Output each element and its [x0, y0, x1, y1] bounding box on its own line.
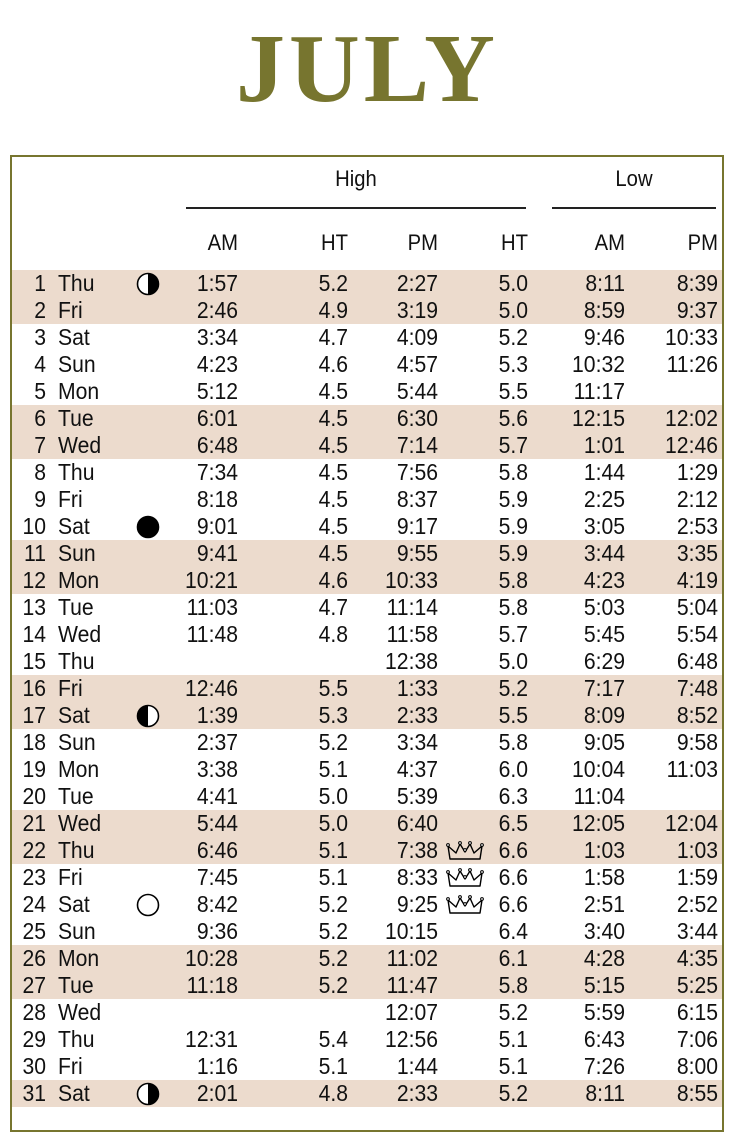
low-pm-time-cell: 4:19: [676, 567, 718, 593]
table-row: [12, 891, 722, 918]
high-am-height-cell: 5.4: [318, 1026, 348, 1052]
low-am-time-cell: 7:26: [583, 1053, 625, 1079]
table-row: [12, 486, 722, 513]
high-am-time-cell: 4:41: [196, 783, 238, 809]
high-am-time-cell: 11:03: [186, 594, 238, 620]
high-am-height-cell: 4.7: [318, 324, 348, 350]
high-pm-time-cell: 2:27: [396, 270, 438, 296]
high-pm-height-cell: 5.9: [498, 513, 528, 539]
high-am-height-cell: 4.5: [318, 513, 348, 539]
high-pm-time-cell: 1:33: [396, 675, 438, 701]
king-tide-crown-icon: [445, 840, 485, 862]
high-am-height-cell: 4.6: [318, 567, 348, 593]
day-cell: 25: [22, 918, 46, 944]
low-am-time-cell: 6:29: [583, 648, 625, 674]
high-am-height-cell: 4.5: [318, 459, 348, 485]
col-header-low-am: AM: [594, 230, 625, 255]
high-am-time-cell: 8:42: [196, 891, 238, 917]
high-pm-height-cell: 6.6: [498, 891, 528, 917]
high-pm-height-cell: 6.5: [498, 810, 528, 836]
weekday-cell: Sat: [58, 324, 90, 350]
low-am-time-cell: 3:05: [583, 513, 625, 539]
col-header-high-pm: PM: [407, 230, 438, 255]
day-cell: 3: [34, 324, 46, 350]
low-am-time-cell: 3:40: [583, 918, 625, 944]
table-row: [12, 432, 722, 459]
low-pm-time-cell: [646, 783, 718, 810]
low-pm-time-cell: 8:00: [676, 1053, 718, 1079]
table-row: [12, 972, 722, 999]
high-pm-time-cell: 11:14: [386, 594, 438, 620]
high-am-height-cell: 5.1: [318, 1053, 348, 1079]
weekday-cell: Mon: [58, 567, 100, 593]
low-pm-time-cell: 3:44: [676, 918, 718, 944]
table-row: [12, 918, 722, 945]
low-pm-time-cell: 9:37: [676, 297, 718, 323]
table-row: [12, 567, 722, 594]
day-cell: 1: [34, 270, 46, 296]
high-pm-height-cell: 6.0: [498, 756, 528, 782]
weekday-cell: Wed: [58, 432, 102, 458]
weekday-cell: Sun: [58, 729, 96, 755]
high-pm-height-cell: 5.0: [498, 297, 528, 323]
low-pm-time-cell: 2:12: [676, 486, 718, 512]
high-am-height-cell: 4.5: [318, 378, 348, 404]
table-row: [12, 540, 722, 567]
table-row: [12, 702, 722, 729]
high-am-time-cell: 9:41: [196, 540, 238, 566]
high-pm-time-cell: 12:56: [385, 1026, 438, 1052]
high-pm-height-cell: 5.2: [498, 999, 528, 1025]
weekday-cell: Sat: [58, 702, 90, 728]
low-am-time-cell: 11:04: [573, 783, 625, 809]
high-pm-height-cell: 6.6: [498, 864, 528, 890]
day-cell: 10: [22, 513, 46, 539]
low-am-time-cell: 10:32: [572, 351, 625, 377]
high-am-time-cell: 1:57: [196, 270, 238, 296]
day-cell: 27: [22, 972, 46, 998]
high-pm-time-cell: 7:38: [396, 837, 438, 863]
high-pm-height-cell: 6.6: [498, 837, 528, 863]
low-pm-time-cell: 1:03: [676, 837, 718, 863]
moon-new-icon: [136, 515, 160, 539]
high-am-time-cell: 2:46: [196, 297, 238, 323]
high-pm-height-cell: 5.5: [498, 378, 528, 404]
king-tide-crown-icon: [445, 894, 485, 916]
high-am-height-cell: 5.1: [318, 756, 348, 782]
high-am-height-cell: 5.2: [318, 891, 348, 917]
weekday-cell: Mon: [58, 378, 100, 404]
high-pm-height-cell: 5.8: [498, 972, 528, 998]
low-pm-time-cell: 8:55: [676, 1080, 718, 1106]
high-am-height-cell: 4.8: [318, 621, 348, 647]
weekday-cell: Fri: [58, 1053, 83, 1079]
low-am-time-cell: 10:04: [572, 756, 625, 782]
high-am-time-cell: 1:16: [196, 1053, 238, 1079]
high-am-time-cell: 3:34: [196, 324, 238, 350]
table-row: [12, 648, 722, 675]
low-am-time-cell: 3:44: [583, 540, 625, 566]
weekday-cell: Wed: [58, 810, 102, 836]
king-tide-crown-icon: [445, 867, 485, 889]
weekday-cell: Sun: [58, 918, 96, 944]
high-pm-height-cell: 5.8: [498, 729, 528, 755]
weekday-cell: Fri: [58, 864, 83, 890]
low-pm-time-cell: 12:46: [665, 432, 718, 458]
day-cell: 6: [34, 405, 46, 431]
high-pm-height-cell: 5.7: [498, 621, 528, 647]
high-pm-height-cell: 5.5: [498, 702, 528, 728]
weekday-cell: Thu: [58, 837, 95, 863]
weekday-cell: Tue: [58, 783, 94, 809]
low-am-time-cell: 1:01: [583, 432, 625, 458]
high-am-time-cell: 6:48: [196, 432, 238, 458]
low-am-time-cell: 11:17: [573, 378, 625, 404]
high-am-height-cell: 5.5: [318, 675, 348, 701]
day-cell: 13: [22, 594, 46, 620]
high-pm-height-cell: 5.8: [498, 594, 528, 620]
high-pm-time-cell: 5:44: [396, 378, 438, 404]
low-am-time-cell: 4:28: [583, 945, 625, 971]
low-group-header: Low: [615, 166, 653, 191]
low-am-time-cell: 1:44: [583, 459, 625, 485]
high-pm-height-cell: 5.3: [498, 351, 528, 377]
high-pm-height-cell: 5.9: [498, 486, 528, 512]
high-am-height-cell: 4.5: [318, 486, 348, 512]
high-pm-height-cell: 5.2: [498, 1080, 528, 1106]
high-am-height-cell: 5.2: [318, 729, 348, 755]
low-am-time-cell: 6:43: [583, 1026, 625, 1052]
high-pm-time-cell: 11:47: [386, 972, 438, 998]
high-am-height-cell: [285, 648, 348, 675]
col-header-high-am-ht: HT: [321, 230, 348, 255]
high-pm-time-cell: 6:40: [396, 810, 438, 836]
table-row: [12, 459, 722, 486]
table-row: [12, 729, 722, 756]
day-cell: 14: [22, 621, 46, 647]
high-am-height-cell: 5.0: [318, 783, 348, 809]
high-am-height-cell: [285, 999, 348, 1026]
high-am-height-cell: 5.1: [318, 837, 348, 863]
weekday-cell: Thu: [58, 648, 95, 674]
high-am-time-cell: 8:18: [196, 486, 238, 512]
low-am-time-cell: 8:59: [583, 297, 625, 323]
weekday-cell: Wed: [58, 621, 102, 647]
day-cell: 9: [34, 486, 46, 512]
high-pm-time-cell: 5:39: [396, 783, 438, 809]
high-am-time-cell: 9:36: [196, 918, 238, 944]
high-pm-time-cell: 9:55: [396, 540, 438, 566]
weekday-cell: Thu: [58, 1026, 95, 1052]
low-pm-time-cell: 10:33: [665, 324, 718, 350]
low-pm-time-cell: 7:48: [676, 675, 718, 701]
high-pm-time-cell: 1:44: [396, 1053, 438, 1079]
weekday-cell: Fri: [58, 297, 83, 323]
low-pm-time-cell: 8:52: [676, 702, 718, 728]
high-am-time-cell: 11:18: [186, 972, 238, 998]
table-row: [12, 351, 722, 378]
high-pm-height-cell: 5.2: [498, 324, 528, 350]
table-row: [12, 864, 722, 891]
high-am-time-cell: 7:45: [196, 864, 238, 890]
high-pm-time-cell: 8:37: [396, 486, 438, 512]
weekday-cell: Mon: [58, 756, 100, 782]
col-header-low-pm: PM: [687, 230, 718, 255]
table-row: [12, 999, 722, 1026]
high-group-header: High: [335, 166, 377, 191]
low-pm-time-cell: 5:04: [676, 594, 718, 620]
high-pm-time-cell: 7:56: [396, 459, 438, 485]
high-pm-height-cell: 5.0: [498, 270, 528, 296]
high-pm-time-cell: 7:14: [396, 432, 438, 458]
high-pm-time-cell: 11:58: [386, 621, 438, 647]
day-cell: 16: [22, 675, 46, 701]
tide-table-body: [12, 270, 722, 1107]
high-pm-time-cell: 2:33: [396, 1080, 438, 1106]
high-pm-time-cell: 12:07: [385, 999, 438, 1025]
day-cell: 19: [22, 756, 46, 782]
high-pm-time-cell: 9:25: [396, 891, 438, 917]
weekday-cell: Sat: [58, 1080, 90, 1106]
day-cell: 26: [22, 945, 46, 971]
low-pm-time-cell: 6:48: [676, 648, 718, 674]
page-title: JULY: [236, 15, 499, 123]
low-am-time-cell: 4:23: [583, 567, 625, 593]
table-row: [12, 378, 722, 405]
table-row: [12, 297, 722, 324]
high-am-time-cell: [166, 648, 238, 675]
day-cell: 8: [34, 459, 46, 485]
table-row: [12, 945, 722, 972]
day-cell: 12: [22, 567, 46, 593]
low-pm-time-cell: [646, 378, 718, 405]
low-am-time-cell: 5:03: [583, 594, 625, 620]
table-row: [12, 1080, 722, 1107]
high-am-height-cell: 5.2: [318, 945, 348, 971]
high-pm-height-cell: 5.8: [498, 459, 528, 485]
low-pm-time-cell: 7:06: [676, 1026, 718, 1052]
low-am-time-cell: 5:45: [583, 621, 625, 647]
col-header-high-am: AM: [207, 230, 238, 255]
day-cell: 28: [22, 999, 46, 1025]
low-pm-time-cell: 9:58: [676, 729, 718, 755]
high-pm-time-cell: 3:34: [396, 729, 438, 755]
high-am-time-cell: 4:23: [196, 351, 238, 377]
low-pm-time-cell: 3:35: [676, 540, 718, 566]
high-pm-time-cell: 4:37: [396, 756, 438, 782]
high-am-height-cell: 4.5: [318, 540, 348, 566]
high-am-height-cell: 5.1: [318, 864, 348, 890]
high-pm-time-cell: 3:19: [396, 297, 438, 323]
high-am-time-cell: 5:12: [196, 378, 238, 404]
weekday-cell: Tue: [58, 972, 94, 998]
day-cell: 21: [22, 810, 46, 836]
high-pm-time-cell: 11:02: [386, 945, 438, 971]
high-am-height-cell: 4.5: [318, 432, 348, 458]
low-am-time-cell: 2:25: [583, 486, 625, 512]
high-pm-height-cell: 5.1: [498, 1053, 528, 1079]
high-am-time-cell: 3:38: [196, 756, 238, 782]
moon-first-quarter-icon: [136, 1082, 160, 1106]
high-am-time-cell: 11:48: [186, 621, 238, 647]
high-pm-height-cell: 5.8: [498, 567, 528, 593]
day-cell: 15: [22, 648, 46, 674]
high-pm-time-cell: 2:33: [396, 702, 438, 728]
table-row: [12, 621, 722, 648]
low-am-time-cell: 12:15: [572, 405, 625, 431]
high-pm-height-cell: 5.0: [498, 648, 528, 674]
table-row: [12, 270, 722, 297]
low-pm-time-cell: 12:04: [665, 810, 718, 836]
weekday-cell: Thu: [58, 459, 95, 485]
moon-full-icon: [136, 893, 160, 917]
low-pm-time-cell: 5:54: [676, 621, 718, 647]
table-row: [12, 810, 722, 837]
high-pm-height-cell: 5.6: [498, 405, 528, 431]
high-am-height-cell: 4.5: [318, 405, 348, 431]
table-row: [12, 675, 722, 702]
high-am-height-cell: 4.9: [318, 297, 348, 323]
high-pm-time-cell: 4:09: [396, 324, 438, 350]
weekday-cell: Mon: [58, 945, 100, 971]
high-pm-time-cell: 6:30: [396, 405, 438, 431]
weekday-cell: Sat: [58, 891, 90, 917]
low-pm-time-cell: 1:59: [676, 864, 718, 890]
table-row: [12, 837, 722, 864]
day-cell: 22: [22, 837, 46, 863]
low-am-time-cell: 9:46: [583, 324, 625, 350]
day-cell: 11: [24, 540, 46, 566]
table-row: [12, 1026, 722, 1053]
high-am-time-cell: 5:44: [196, 810, 238, 836]
high-pm-height-cell: 5.9: [498, 540, 528, 566]
low-group-rule: [552, 207, 716, 209]
high-am-time-cell: 7:34: [196, 459, 238, 485]
low-pm-time-cell: 11:03: [666, 756, 718, 782]
high-am-height-cell: 5.2: [318, 972, 348, 998]
day-cell: 7: [34, 432, 46, 458]
low-am-time-cell: 1:58: [583, 864, 625, 890]
high-am-time-cell: 6:01: [196, 405, 238, 431]
day-cell: 30: [22, 1053, 46, 1079]
high-am-time-cell: 6:46: [196, 837, 238, 863]
table-row: [12, 783, 722, 810]
high-am-height-cell: 4.6: [318, 351, 348, 377]
low-am-time-cell: 8:11: [585, 270, 625, 296]
high-am-height-cell: 5.2: [318, 270, 348, 296]
day-cell: 17: [22, 702, 46, 728]
high-am-height-cell: 5.3: [318, 702, 348, 728]
low-pm-time-cell: 2:53: [676, 513, 718, 539]
moon-first-quarter-icon: [136, 272, 160, 296]
weekday-cell: Wed: [58, 999, 102, 1025]
low-pm-time-cell: 1:29: [676, 459, 718, 485]
table-row: [12, 1053, 722, 1080]
low-pm-time-cell: 12:02: [665, 405, 718, 431]
low-pm-time-cell: 4:35: [676, 945, 718, 971]
high-am-time-cell: [166, 999, 238, 1026]
weekday-cell: Tue: [58, 594, 94, 620]
high-am-time-cell: 12:31: [185, 1026, 238, 1052]
high-am-time-cell: 2:37: [196, 729, 238, 755]
high-pm-time-cell: 9:17: [396, 513, 438, 539]
table-row: [12, 594, 722, 621]
low-am-time-cell: 8:11: [585, 1080, 625, 1106]
low-am-time-cell: 12:05: [572, 810, 625, 836]
low-am-time-cell: 9:05: [583, 729, 625, 755]
weekday-cell: Thu: [58, 270, 95, 296]
table-row: [12, 324, 722, 351]
high-pm-time-cell: 12:38: [385, 648, 438, 674]
high-group-rule: [186, 207, 526, 209]
day-cell: 2: [34, 297, 46, 323]
high-pm-time-cell: 10:15: [385, 918, 438, 944]
high-pm-height-cell: 6.1: [498, 945, 528, 971]
table-row: [12, 756, 722, 783]
day-cell: 4: [34, 351, 46, 377]
table-row: [12, 513, 722, 540]
high-am-time-cell: 9:01: [196, 513, 238, 539]
high-am-time-cell: 12:46: [185, 675, 238, 701]
col-header-high-pm-ht: HT: [501, 230, 528, 255]
high-am-time-cell: 1:39: [196, 702, 238, 728]
weekday-cell: Sat: [58, 513, 90, 539]
low-pm-time-cell: 5:25: [676, 972, 718, 998]
day-cell: 5: [34, 378, 46, 404]
low-am-time-cell: 1:03: [583, 837, 625, 863]
high-pm-height-cell: 5.2: [498, 675, 528, 701]
high-pm-height-cell: 6.4: [498, 918, 528, 944]
low-pm-time-cell: 11:26: [666, 351, 718, 377]
weekday-cell: Sun: [58, 540, 96, 566]
high-am-height-cell: 5.2: [318, 918, 348, 944]
high-am-time-cell: 2:01: [196, 1080, 238, 1106]
high-pm-time-cell: 4:57: [396, 351, 438, 377]
low-am-time-cell: 5:15: [583, 972, 625, 998]
high-am-height-cell: 4.7: [318, 594, 348, 620]
high-am-time-cell: 10:28: [185, 945, 238, 971]
high-pm-time-cell: 8:33: [396, 864, 438, 890]
weekday-cell: Tue: [58, 405, 94, 431]
day-cell: 29: [22, 1026, 46, 1052]
day-cell: 31: [22, 1080, 46, 1106]
weekday-cell: Sun: [58, 351, 96, 377]
low-am-time-cell: 8:09: [583, 702, 625, 728]
day-cell: 20: [22, 783, 46, 809]
high-am-height-cell: 4.8: [318, 1080, 348, 1106]
high-pm-time-cell: 10:33: [385, 567, 438, 593]
low-am-time-cell: 5:59: [583, 999, 625, 1025]
high-pm-height-cell: 5.1: [498, 1026, 528, 1052]
low-pm-time-cell: 8:39: [676, 270, 718, 296]
moon-last-quarter-icon: [136, 704, 160, 728]
low-am-time-cell: 7:17: [583, 675, 625, 701]
high-am-height-cell: 5.0: [318, 810, 348, 836]
low-am-time-cell: 2:51: [583, 891, 625, 917]
weekday-cell: Fri: [58, 675, 83, 701]
table-row: [12, 405, 722, 432]
day-cell: 18: [22, 729, 46, 755]
day-cell: 24: [22, 891, 46, 917]
high-pm-height-cell: 6.3: [498, 783, 528, 809]
low-pm-time-cell: 6:15: [676, 999, 718, 1025]
high-pm-height-cell: 5.7: [498, 432, 528, 458]
high-am-time-cell: 10:21: [185, 567, 238, 593]
weekday-cell: Fri: [58, 486, 83, 512]
day-cell: 23: [22, 864, 46, 890]
low-pm-time-cell: 2:52: [676, 891, 718, 917]
